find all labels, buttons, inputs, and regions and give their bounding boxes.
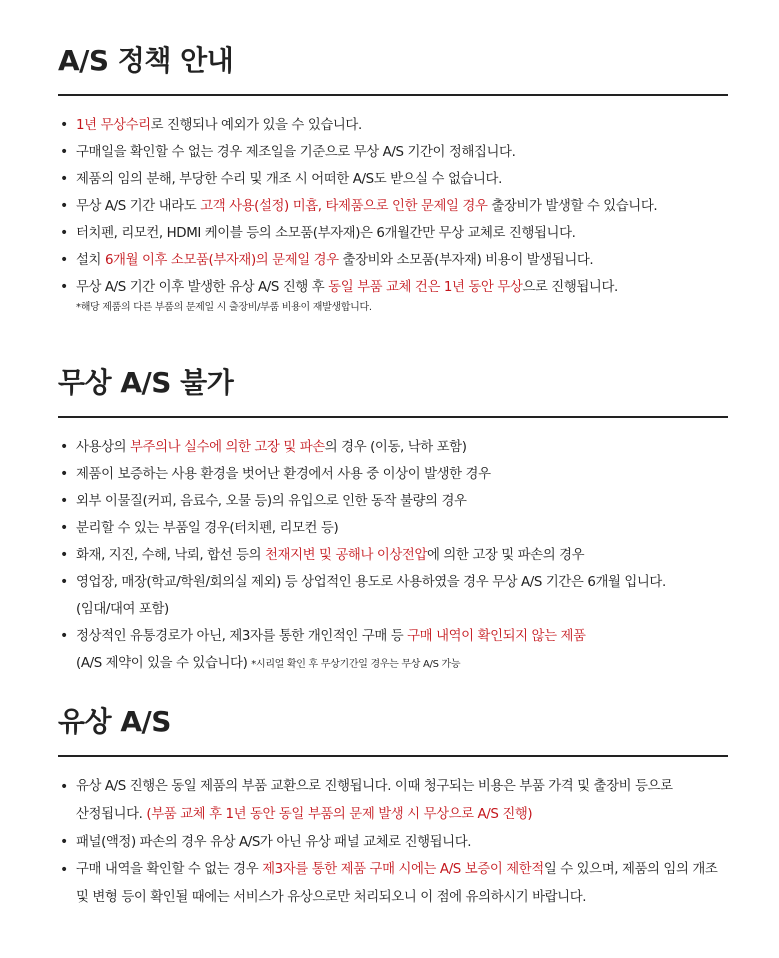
item-text: 로 진행되나 예외가 있을 수 있습니다. (150, 118, 362, 133)
highlight-text: 1년 무상수리 (76, 118, 151, 133)
item-text: 구매 내역을 확인할 수 없는 경우 (76, 862, 263, 877)
list-item (58, 434, 728, 461)
section-as-policy (58, 44, 728, 317)
list-item: • 제품의 임의 분해, 부당한 수리 및 개조 시 어떠한 A/S도 받으실 수 없습니다. (58, 166, 728, 193)
list-item: • 분리할 수 있는 부품일 경우(터치펜, 리모컨 등) (58, 515, 728, 542)
section-divider (58, 94, 728, 96)
list-item: • 제품이 보증하는 사용 환경을 벗어난 환경에서 사용 중 이상이 발생한 경우 (58, 461, 728, 488)
item-text: 정상적인 유통경로가 아닌, 제3자를 통한 개인적인 구매 등 (76, 629, 408, 644)
item-text: (임대/대여 포함) (76, 602, 169, 617)
list-item (58, 274, 728, 301)
serial-note: *시리얼 확인 후 무상기간일 경우는 무상 A/S 가능 (251, 659, 461, 670)
item-text: 산정됩니다. (76, 807, 147, 822)
policy-list (58, 112, 728, 301)
item-text: 으로 진행됩니다. (522, 280, 618, 295)
list-item: • 패널(액정) 파손의 경우 유상 A/S가 아닌 유상 패널 교체로 진행됩니다. (58, 829, 728, 856)
item-text: 설치 (76, 253, 105, 268)
list-item (58, 542, 728, 569)
highlight-text: 고객 사용(설정) 미흡, 타제품으로 인한 문제일 경우 (200, 199, 488, 214)
highlight-text: 구매 내역이 확인되지 않는 제품 (407, 629, 586, 644)
section-title: A/S 정책 안내 (58, 44, 234, 77)
footnote: *해당 제품의 다른 부품의 문제일 시 출장비/부품 비용이 재발생합니다. (76, 302, 372, 313)
item-text: • 유상 A/S 진행은 동일 제품의 부품 교환으로 진행됩니다. 이때 청구되는 비용은 부품 가격 및 출장비 등으로 (76, 779, 673, 794)
item-text: 화재, 지진, 수해, 낙뢰, 합선 등의 (76, 548, 265, 563)
exclusion-list (58, 434, 728, 678)
highlight-text: 제3자를 통한 제품 구매 시에는 A/S 보증이 제한적 (262, 862, 544, 877)
list-item: • 터치펜, 리모컨, HDMI 케이블 등의 소모품(부자재)은 6개월간만 무상 교체로 진행됩니다. (58, 220, 728, 247)
section-divider (58, 755, 728, 757)
section-title: 유상 A/S (58, 705, 171, 738)
list-item (58, 112, 728, 139)
item-text: 출장비가 발생할 수 있습니다. (487, 199, 658, 214)
paid-list (58, 773, 728, 912)
section-title: 무상 A/S 불가 (58, 366, 234, 399)
list-item (58, 623, 728, 678)
list-item: • 외부 이물질(커피, 음료수, 오물 등)의 유입으로 인한 동작 불량의 경우 (58, 488, 728, 515)
item-text: 사용상의 (76, 440, 130, 455)
item-text: 의 경우 (이동, 낙하 포함) (324, 440, 467, 455)
highlight-text: 천재지변 및 공해나 이상전압 (265, 548, 427, 563)
item-text: (A/S 제약이 있을 수 있습니다) (76, 656, 252, 671)
section-divider (58, 416, 728, 418)
list-item (58, 569, 728, 623)
list-item (58, 193, 728, 220)
item-text: • 영업장, 매장(학교/학원/회의실 제외) 등 상업적인 용도로 사용하였을 경우 무상 A/S 기간은 6개월 입니다. (76, 575, 666, 590)
highlight-text: 동일 부품 교체 건은 1년 동안 무상 (328, 280, 523, 295)
list-item (58, 247, 728, 274)
section-paid-as (58, 705, 728, 912)
section-no-free-as (58, 366, 728, 678)
item-text: 무상 A/S 기간 내라도 (76, 199, 201, 214)
item-text: 및 변형 등이 확인될 때에는 서비스가 유상으로만 처리되오니 이 점에 유의하시기 바랍니다. (76, 890, 587, 905)
item-text: 에 의한 고장 및 파손의 경우 (427, 548, 585, 563)
list-item: • 구매일을 확인할 수 없는 경우 제조일을 기준으로 무상 A/S 기간이 정해집니다. (58, 139, 728, 166)
item-text: 무상 A/S 기간 이후 발생한 유상 A/S 진행 후 (76, 280, 329, 295)
highlight-text: 6개월 이후 소모품(부자재)의 문제일 경우 (104, 253, 339, 268)
item-text: 출장비와 소모품(부자재) 비용이 발생됩니다. (338, 253, 594, 268)
list-item (58, 856, 728, 912)
highlight-text: 부주의나 실수에 의한 고장 및 파손 (130, 440, 325, 455)
item-text: 일 수 있으며, 제품의 임의 개조 (543, 862, 718, 877)
list-item (58, 773, 728, 829)
highlight-text: (부품 교체 후 1년 동안 동일 부품의 문제 발생 시 무상으로 A/S 진행) (146, 807, 533, 822)
